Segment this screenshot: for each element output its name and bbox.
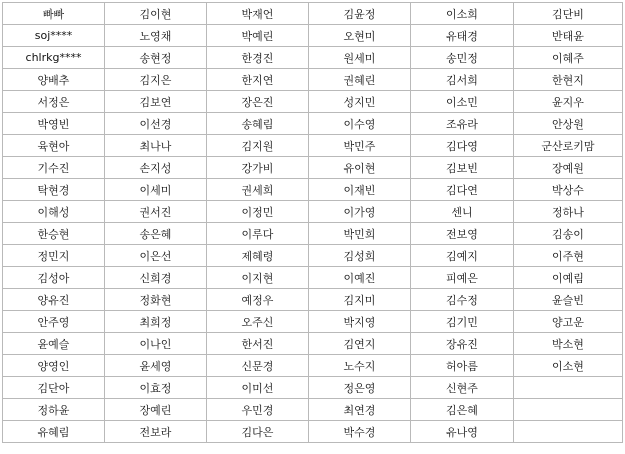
table-cell: 박지영: [309, 311, 411, 333]
table-row: [3, 399, 623, 421]
table-cell: 전보라: [105, 421, 207, 443]
table-cell: 김보연: [105, 91, 207, 113]
table-cell: 이수영: [309, 113, 411, 135]
table-cell: 이소현: [514, 355, 623, 377]
table-cell: 신현주: [411, 377, 514, 399]
table-cell: 노수지: [309, 355, 411, 377]
table-cell: 양배추: [3, 69, 105, 91]
table-cell: 이주현: [514, 245, 623, 267]
table-cell: 정화현: [105, 289, 207, 311]
table-cell: 김성희: [309, 245, 411, 267]
table-cell: 장예린: [105, 399, 207, 421]
table-cell: 박수경: [309, 421, 411, 443]
table-cell: 노영채: [105, 25, 207, 47]
table-cell: 양고운: [514, 311, 623, 333]
table-row: [3, 355, 623, 377]
table-cell: 김이현: [105, 3, 207, 25]
table-cell: 양영인: [3, 355, 105, 377]
table-cell: 성지민: [309, 91, 411, 113]
table-row: [3, 377, 623, 399]
table-cell: 김송이: [514, 223, 623, 245]
table-cell: 박재언: [207, 3, 309, 25]
table-cell: [514, 399, 623, 421]
table-cell: 최나나: [105, 135, 207, 157]
table-row: [3, 69, 623, 91]
table-cell: 기수진: [3, 157, 105, 179]
table-cell: 유나영: [411, 421, 514, 443]
table-cell: 이지현: [207, 267, 309, 289]
table-cell: 신희경: [105, 267, 207, 289]
table-row: [3, 267, 623, 289]
table-cell: 장은진: [207, 91, 309, 113]
table-cell: 양유진: [3, 289, 105, 311]
table-row: [3, 223, 623, 245]
table-cell: 김성아: [3, 267, 105, 289]
table-cell: 장유진: [411, 333, 514, 355]
table-cell: 이해성: [3, 201, 105, 223]
table-cell: 유혜림: [3, 421, 105, 443]
table-cell: 이가영: [309, 201, 411, 223]
table-cell: 군산로키맘: [514, 135, 623, 157]
table-cell: 이예진: [309, 267, 411, 289]
table-cell: 제혜령: [207, 245, 309, 267]
table-cell: 장예원: [514, 157, 623, 179]
table-cell: 김보빈: [411, 157, 514, 179]
table-cell: 윤예슬: [3, 333, 105, 355]
table-cell: 김은혜: [411, 399, 514, 421]
table-cell: 김예지: [411, 245, 514, 267]
table-cell: 정은영: [309, 377, 411, 399]
table-cell: 박예린: [207, 25, 309, 47]
table-row: [3, 201, 623, 223]
table-row: [3, 245, 623, 267]
table-cell: 한현지: [514, 69, 623, 91]
table-cell: 김단아: [3, 377, 105, 399]
table-cell: 안상원: [514, 113, 623, 135]
name-list-sheet: [2, 2, 623, 443]
table-cell: 권혜린: [309, 69, 411, 91]
table-cell: chlrkg****: [3, 47, 105, 69]
table-cell: 이나인: [105, 333, 207, 355]
table-cell: 정하나: [514, 201, 623, 223]
table-cell: 육현아: [3, 135, 105, 157]
table-row: [3, 311, 623, 333]
table-cell: 이세미: [105, 179, 207, 201]
table-cell: 권서진: [105, 201, 207, 223]
table-cell: 박민희: [309, 223, 411, 245]
table-cell: 이선경: [105, 113, 207, 135]
table-cell: 윤지우: [514, 91, 623, 113]
table-cell: 송혜림: [207, 113, 309, 135]
table-row: [3, 25, 623, 47]
table-cell: 센니: [411, 201, 514, 223]
table-cell: 오현미: [309, 25, 411, 47]
table-cell: 이소민: [411, 91, 514, 113]
table-row: [3, 113, 623, 135]
table-cell: 정하윤: [3, 399, 105, 421]
table-cell: 반태윤: [514, 25, 623, 47]
table-cell: 전보영: [411, 223, 514, 245]
table-cell: 원세미: [309, 47, 411, 69]
table-cell: 손지성: [105, 157, 207, 179]
table-row: [3, 135, 623, 157]
table-row: [3, 3, 623, 25]
table-cell: 김지원: [207, 135, 309, 157]
table-cell: 윤세영: [105, 355, 207, 377]
table-cell: 송은혜: [105, 223, 207, 245]
table-cell: 유이현: [309, 157, 411, 179]
table-cell: 이미선: [207, 377, 309, 399]
table-cell: 강가비: [207, 157, 309, 179]
table-cell: 박상수: [514, 179, 623, 201]
table-cell: 정민지: [3, 245, 105, 267]
table-cell: 피예은: [411, 267, 514, 289]
table-cell: 송민정: [411, 47, 514, 69]
name-list-table: [2, 2, 623, 443]
table-row: [3, 91, 623, 113]
table-cell: 이은선: [105, 245, 207, 267]
table-cell: 안주영: [3, 311, 105, 333]
table-cell: 박소현: [514, 333, 623, 355]
table-cell: 조유라: [411, 113, 514, 135]
table-cell: 신문경: [207, 355, 309, 377]
table-row: [3, 421, 623, 443]
table-cell: 서정은: [3, 91, 105, 113]
table-cell: 이효정: [105, 377, 207, 399]
table-cell: 김수정: [411, 289, 514, 311]
table-cell: 최희정: [105, 311, 207, 333]
table-cell: [514, 421, 623, 443]
table-cell: 박민주: [309, 135, 411, 157]
table-cell: 김윤정: [309, 3, 411, 25]
table-cell: 한경진: [207, 47, 309, 69]
table-cell: 이소희: [411, 3, 514, 25]
table-cell: 이정민: [207, 201, 309, 223]
table-cell: 우민경: [207, 399, 309, 421]
table-row: [3, 289, 623, 311]
table-cell: 송현정: [105, 47, 207, 69]
table-cell: 김기민: [411, 311, 514, 333]
table-cell: 김다연: [411, 179, 514, 201]
name-list-body: [3, 3, 623, 443]
table-cell: 한지연: [207, 69, 309, 91]
table-cell: 한서진: [207, 333, 309, 355]
table-cell: 권세희: [207, 179, 309, 201]
table-cell: 김다영: [411, 135, 514, 157]
table-cell: 이재빈: [309, 179, 411, 201]
table-cell: 이혜주: [514, 47, 623, 69]
table-cell: 최연경: [309, 399, 411, 421]
table-cell: 한승현: [3, 223, 105, 245]
table-cell: 김서희: [411, 69, 514, 91]
table-cell: 탁현경: [3, 179, 105, 201]
table-cell: 오주신: [207, 311, 309, 333]
table-cell: 유태경: [411, 25, 514, 47]
table-cell: 이루다: [207, 223, 309, 245]
table-row: [3, 157, 623, 179]
table-cell: 윤슬빈: [514, 289, 623, 311]
table-cell: 김단비: [514, 3, 623, 25]
table-cell: 김다은: [207, 421, 309, 443]
table-cell: 김지은: [105, 69, 207, 91]
table-row: [3, 47, 623, 69]
table-cell: 이예림: [514, 267, 623, 289]
table-cell: 빠빠: [3, 3, 105, 25]
table-row: [3, 179, 623, 201]
table-cell: 예정우: [207, 289, 309, 311]
table-cell: [514, 377, 623, 399]
table-row: [3, 333, 623, 355]
table-cell: 김연지: [309, 333, 411, 355]
table-cell: 박영빈: [3, 113, 105, 135]
table-cell: 김지미: [309, 289, 411, 311]
table-cell: 허아름: [411, 355, 514, 377]
table-cell: soj****: [3, 25, 105, 47]
